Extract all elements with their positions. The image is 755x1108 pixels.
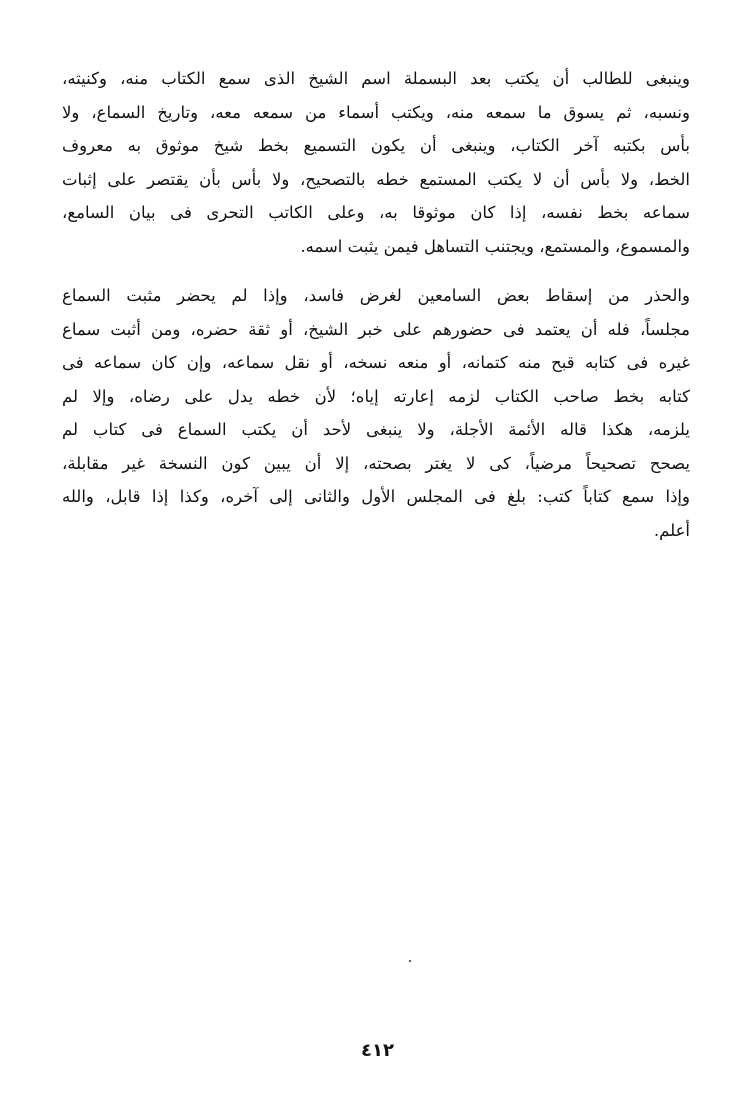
paragraph-2 — [62, 279, 690, 547]
paragraph-1 — [62, 62, 690, 263]
text-line: سماعه بخط نفسه، إذا كان موثوقا به، وعلى الكاتب التحرى فى بيان السامع، — [62, 203, 690, 222]
text-line: أعلم. — [653, 520, 690, 540]
text-line: بأس بكتبه آخر الكتاب، وينبغى أن يكون التسميع بخط شيخ موثوق به معروف — [62, 136, 690, 155]
text-line: الخط، ولا بأس أن لا يكتب المستمع خطه بالتصحيح، ولا بأس بأن يقتصر على إثبات — [62, 169, 690, 189]
scan-speck — [409, 960, 411, 962]
text-line: غيره فى كتابه قبح منه كتمانه، أو منعه نسخه، أو نقل سماعه، وإن كان سماعه فى — [62, 353, 690, 372]
text-line: والحذر من إسقاط بعض السامعين لغرض فاسد، وإذا لم يحضر مثبت السماع — [62, 286, 690, 305]
text-line: يصحح تصحيحاً مرضياً، كى لا يغتر بصحته، إلا أن يبين كون النسخة غير مقابلة، — [62, 453, 690, 473]
page-number: ٤١٢ — [361, 1040, 394, 1061]
text-line: والمسموع، والمستمع، ويجتنب التساهل فيمن يثبت اسمه. — [300, 236, 690, 256]
text-line: ونسبه، ثم يسوق ما سمعه منه، ويكتب أسماء من سمعه معه، وتاريخ السماع، ولا — [62, 102, 690, 122]
text-line: كتابه بخط صاحب الكتاب لزمه إعارته إياه؛ لأن خطه يدل على رضاه، وإلا لم — [62, 386, 690, 406]
text-line: وينبغى للطالب أن يكتب بعد البسملة اسم الشيخ الذى سمع الكتاب منه، وكنيته، — [62, 69, 690, 88]
text-line: وإذا سمع كتاباً كتب: بلغ فى المجلس الأول والثانى إلى آخره، وكذا إذا قابل، والله — [62, 487, 690, 506]
text-line: يلزمه، هكذا قاله الأئمة الأجلة، ولا ينبغى لأحد أن يكتب السماع فى كتاب لم — [62, 420, 690, 439]
text-line: مجلساً، فله أن يعتمد فى حضورهم على خبر الشيخ، أو ثقة حضره، ومن أثبت سماع — [62, 319, 690, 339]
